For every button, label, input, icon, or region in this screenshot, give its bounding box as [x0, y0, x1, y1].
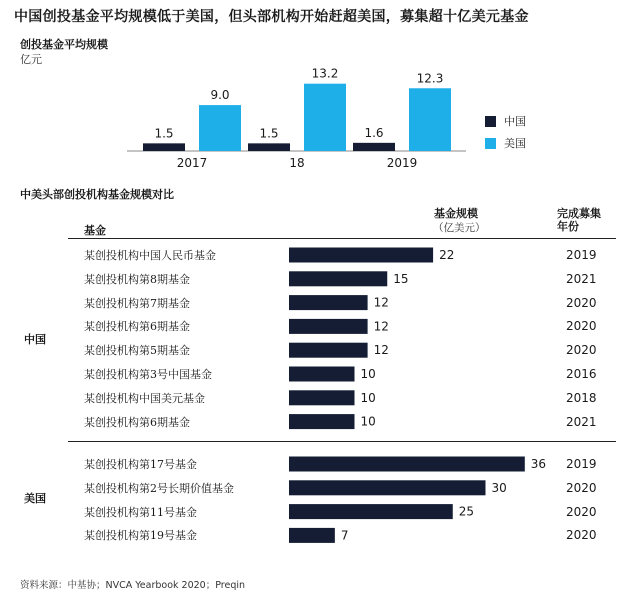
chart1-bar-us: [304, 84, 346, 151]
fund-size-bar: [289, 343, 368, 358]
fund-size-bar: [289, 414, 355, 429]
fund-size-label: 30: [491, 480, 507, 495]
completion-year: 2019: [566, 248, 597, 262]
fund-size-label: 10: [360, 414, 376, 429]
col-header-size: 基金规模: [434, 207, 478, 220]
fund-size-label: 10: [360, 390, 376, 405]
col-header-fund: 基金: [84, 224, 106, 237]
fund-name: 某创投机构第6期基金: [84, 320, 190, 334]
chart1-x-tick-label: 2017: [176, 156, 208, 170]
completion-year: 2021: [566, 271, 597, 286]
group-divider: [68, 441, 616, 442]
page-title: 中国创投基金平均规模低于美国，但头部机构开始赶超美国，募集超十亿美元基金: [14, 9, 529, 25]
completion-year: 2020: [566, 504, 597, 519]
completion-year: 2020: [566, 480, 597, 495]
fund-size-bar: [289, 271, 387, 286]
chart2-heading: 中美头部创投机构基金规模对比: [20, 188, 174, 201]
fund-size-label: 7: [340, 528, 349, 543]
col-header-year-2: 年份: [557, 220, 579, 233]
fund-size-bar: [289, 248, 433, 263]
fund-size-bar: [289, 504, 453, 519]
completion-year: 2020: [566, 343, 597, 358]
fund-name: 某创投机构中国人民币基金: [84, 249, 216, 262]
fund-name: 某创投机构第6期基金: [84, 415, 190, 429]
fund-size-bar: [289, 528, 335, 543]
legend-us-label: 美国: [504, 137, 526, 150]
legend-china-label: 中国: [504, 115, 526, 128]
chart1-bar-china: [143, 143, 185, 151]
chart1-x-tick-label: 18: [289, 156, 305, 170]
fund-size-label: 12: [373, 319, 389, 334]
legend-china-swatch: [485, 116, 496, 127]
chart1-unit: 亿元: [20, 53, 42, 66]
fund-size-bar: [289, 480, 486, 495]
fund-size-label: 10: [360, 367, 376, 381]
chart1-data-label: 1.5: [154, 126, 174, 141]
fund-name: 某创投机构第3号中国基金: [84, 368, 212, 381]
fund-size-bar: [289, 390, 355, 405]
header-divider: [68, 238, 616, 239]
chart1-bar-china: [353, 143, 395, 151]
fund-size-label: 12: [373, 295, 389, 310]
completion-year: 2016: [566, 367, 597, 381]
chart1-x-tick-label: 2019: [386, 156, 418, 170]
fund-size-label: 25: [458, 504, 475, 519]
fund-name: 某创投机构中国美元基金: [84, 391, 205, 405]
chart1-data-label: 1.5: [259, 126, 279, 141]
fund-name: 某创投机构第8期基金: [84, 272, 190, 286]
completion-year: 2021: [566, 414, 597, 429]
chart1-heading: 创投基金平均规模: [20, 38, 108, 51]
completion-year: 2020: [566, 528, 597, 543]
fund-size-bar: [289, 367, 355, 382]
chart1-bar-china: [248, 143, 290, 151]
chart1-data-label: 13.2: [311, 66, 339, 81]
fund-size-label: 15: [393, 271, 409, 286]
chart1-data-label: 12.3: [416, 71, 444, 86]
fund-size-bar: [289, 457, 525, 472]
fund-name: 某创投机构第2号长期价值基金: [84, 481, 234, 495]
chart1-data-label: 1.6: [364, 125, 384, 140]
legend-us: [485, 135, 526, 151]
chart1-bar-us: [199, 105, 241, 151]
completion-year: 2018: [566, 390, 597, 405]
completion-year: 2020: [566, 319, 597, 334]
fund-size-bar: [289, 295, 368, 310]
fund-name: 某创投机构第17号基金: [84, 458, 197, 471]
chart1-plot: [0, 0, 632, 185]
fund-name: 某创投机构第19号基金: [84, 529, 197, 543]
col-header-year-1: 完成募集: [557, 207, 601, 220]
legend-us-swatch: [485, 138, 496, 149]
legend-china: [485, 113, 526, 129]
group-label-us: 美国: [24, 492, 46, 505]
fund-size-label: 12: [373, 343, 389, 358]
chart1-bar-us: [409, 88, 451, 151]
source-note: 资料来源：中基协；NVCA Yearbook 2020；Preqin: [20, 580, 246, 591]
completion-year: 2019: [566, 457, 597, 471]
fund-name: 某创投机构第7期基金: [84, 296, 190, 310]
completion-year: 2020: [566, 295, 597, 310]
fund-name: 某创投机构第5期基金: [84, 344, 190, 358]
col-header-size-unit: （亿美元）: [433, 222, 486, 234]
fund-size-label: 22: [439, 248, 455, 262]
fund-size-bar: [289, 319, 368, 334]
chart1-data-label: 9.0: [210, 88, 230, 103]
group-label-china: 中国: [24, 333, 46, 346]
fund-name: 某创投机构第11号基金: [84, 505, 197, 519]
fund-size-label: 36: [530, 457, 547, 471]
